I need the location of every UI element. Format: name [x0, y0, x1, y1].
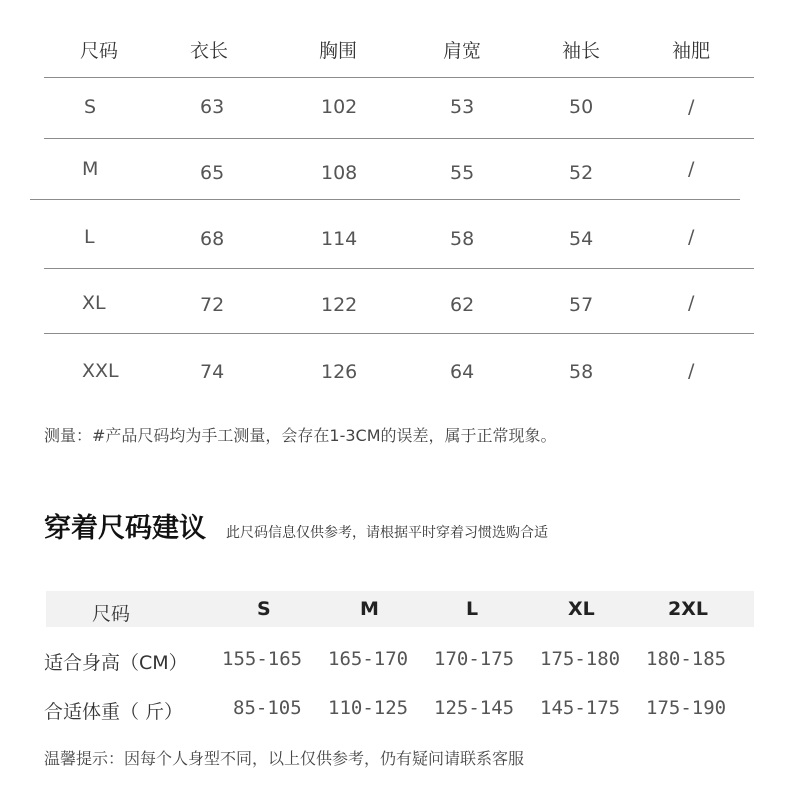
size-table-header-length: 衣长: [190, 40, 229, 62]
recommend-header-bar: [46, 591, 754, 627]
row-divider: [30, 199, 740, 200]
shoulder-cell: 64: [450, 361, 475, 383]
row-divider: [44, 333, 754, 334]
sleeve-width-cell: /: [688, 360, 695, 382]
sleeve-cell: 52: [569, 162, 594, 184]
weight-value: 145-175: [540, 697, 621, 719]
length-cell: 74: [200, 361, 225, 383]
size-cell: XL: [82, 292, 106, 314]
sleeve-cell: 54: [569, 228, 594, 250]
chest-cell: 108: [321, 162, 358, 184]
length-cell: 68: [200, 228, 225, 250]
sleeve-cell: 58: [569, 361, 594, 383]
size-table-header-chest: 胸围: [319, 40, 358, 62]
weight-row-label: 合适体重（ 斤）: [44, 701, 184, 723]
measure-note: 测量：#产品尺码均为手工测量，会存在1-3CM的误差，属于正常现象。: [44, 426, 557, 445]
tip-note: 温馨提示：因每个人身型不同，以上仅供参考，仍有疑问请联系客服: [44, 749, 525, 768]
shoulder-cell: 58: [450, 228, 475, 250]
weight-value: 175-190: [646, 697, 727, 719]
chest-cell: 122: [321, 294, 358, 316]
height-value: 155-165: [222, 648, 303, 670]
weight-value: 125-145: [434, 697, 515, 719]
shoulder-cell: 62: [450, 294, 475, 316]
size-table-header-sleeve: 袖长: [562, 40, 601, 62]
sleeve-width-cell: /: [688, 158, 695, 180]
height-row-label: 适合身高（CM）: [44, 652, 188, 674]
size-cell: L: [84, 226, 95, 248]
chest-cell: 114: [321, 228, 358, 250]
size-table-header-size: 尺码: [80, 40, 119, 62]
size-cell: M: [82, 158, 99, 180]
recommend-header-m: M: [360, 598, 379, 620]
recommend-header-size: 尺码: [92, 603, 131, 625]
size-table-header-shoulder: 肩宽: [443, 40, 482, 62]
size-table-header-sleeve-width: 袖肥: [672, 40, 711, 62]
shoulder-cell: 53: [450, 96, 475, 118]
length-cell: 65: [200, 162, 225, 184]
recommend-header-s: S: [257, 598, 271, 620]
size-cell: S: [84, 96, 97, 118]
length-cell: 72: [200, 294, 225, 316]
recommend-header-xl: XL: [568, 598, 595, 620]
sleeve-cell: 57: [569, 294, 594, 316]
chest-cell: 126: [321, 361, 358, 383]
height-value: 165-170: [328, 648, 409, 670]
recommend-header-2xl: 2XL: [668, 598, 708, 620]
recommend-title: 穿着尺码建议: [44, 513, 206, 544]
height-value: 175-180: [540, 648, 621, 670]
size-cell: XXL: [82, 360, 119, 382]
row-divider: [44, 268, 754, 269]
shoulder-cell: 55: [450, 162, 475, 184]
chest-cell: 102: [321, 96, 358, 118]
recommend-header-l: L: [466, 598, 479, 620]
sleeve-width-cell: /: [688, 226, 695, 248]
weight-value: 85-105: [233, 697, 302, 719]
height-value: 180-185: [646, 648, 727, 670]
height-value: 170-175: [434, 648, 515, 670]
sleeve-width-cell: /: [688, 292, 695, 314]
sleeve-cell: 50: [569, 96, 594, 118]
row-divider: [44, 138, 754, 139]
length-cell: 63: [200, 96, 225, 118]
weight-value: 110-125: [328, 697, 409, 719]
sleeve-width-cell: /: [688, 96, 695, 118]
row-divider: [44, 77, 754, 78]
recommend-subtitle: 此尺码信息仅供参考，请根据平时穿着习惯选购合适: [226, 525, 548, 541]
